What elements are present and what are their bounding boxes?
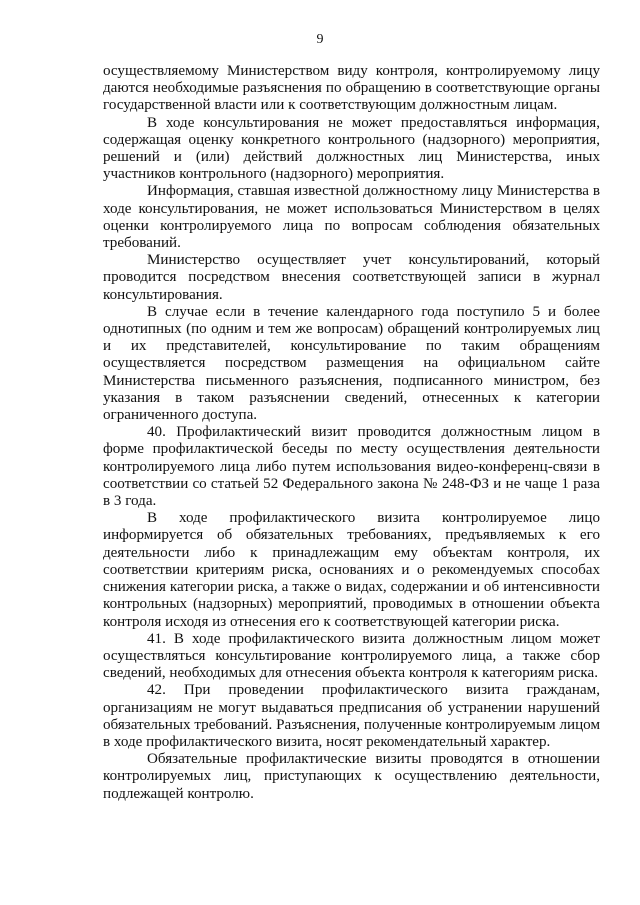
page-body	[103, 63, 600, 803]
paragraph-item-42: 42. При проведении профилактического визита гражданам, организациям не могут выдаваться предписания об устранении нарушений обязательных требований. Разъяснения, полученные контролируемым лицом в ходе профилактического визита, носят рекомендательный характер.	[103, 682, 600, 750]
paragraph-consultation-log: Министерство осуществляет учет консультирований, который проводится посредством внесения соответствующей записи в журнал консультирования.	[103, 252, 600, 303]
paragraph-information-use: Информация, ставшая известной должностному лицу Министерства в ходе консультирования, не может использоваться Министерством в целях оценки контролируемого лица по вопросам соблюдения обязательных требований.	[103, 183, 600, 252]
paragraph-mandatory-visits: Обязательные профилактические визиты проводятся в отношении контролируемых лиц, приступающих к осуществлению деятельности, подлежащей контролю.	[103, 751, 600, 802]
paragraph-item-41: 41. В ходе профилактического визита должностным лицом может осуществляться консультирование контролируемого лица, а также сбор сведений, необходимых для отнесения объекта контроля к категориям риска.	[103, 630, 600, 682]
paragraph-visit-informing: В ходе профилактического визита контролируемое лицо информируется об обязательных требованиях, предъявляемых к его деятельности либо к принадлежащим ему объектам контроля, их соответствии критериям риска, основаниях и о рекомендуемых способах снижения категории риска, а также о видах, содержании и об интенсивности контрольных (надзорных) мероприятий, проводимых в отношении объекта контроля исходя из отнесения его к соответствующей категории риска.	[103, 510, 600, 630]
paragraph-item-40: 40. Профилактический визит проводится должностным лицом в форме профилактической беседы по месту осуществления деятельности контролируемого лица либо путем использования видео-конференц-связи в соответствии со статьей 52 Федерального закона № 248-ФЗ и не чаще 1 раза в 3 года.	[103, 424, 600, 510]
paragraph-written-clarification: В случае если в течение календарного года поступило 5 и более однотипных (по одним и тем же вопросам) обращений контролируемых лиц и их представителей, консультирование по таким обращениям осуществляется посредством размещения на официальном сайте Министерства письменного разъяснения, подписанного министром, без указания в таком разъяснении сведений, отнесенных к категории ограниченного доступа.	[103, 303, 600, 424]
paragraph-consultation-limits: В ходе консультирования не может предоставляться информация, содержащая оценку конкретного контрольного (надзорного) мероприятия, решений и (или) действий должностных лиц Министерства, иных участников контрольного (надзорного) мероприятия.	[103, 114, 600, 183]
paragraph-continuation: осуществляемому Министерством виду контроля, контролируемому лицу даются необходимые разъяснения по обращению в соответствующие органы государственной власти или к соответствующим должностным лицам.	[103, 63, 600, 114]
page-number: 9	[316, 32, 324, 47]
